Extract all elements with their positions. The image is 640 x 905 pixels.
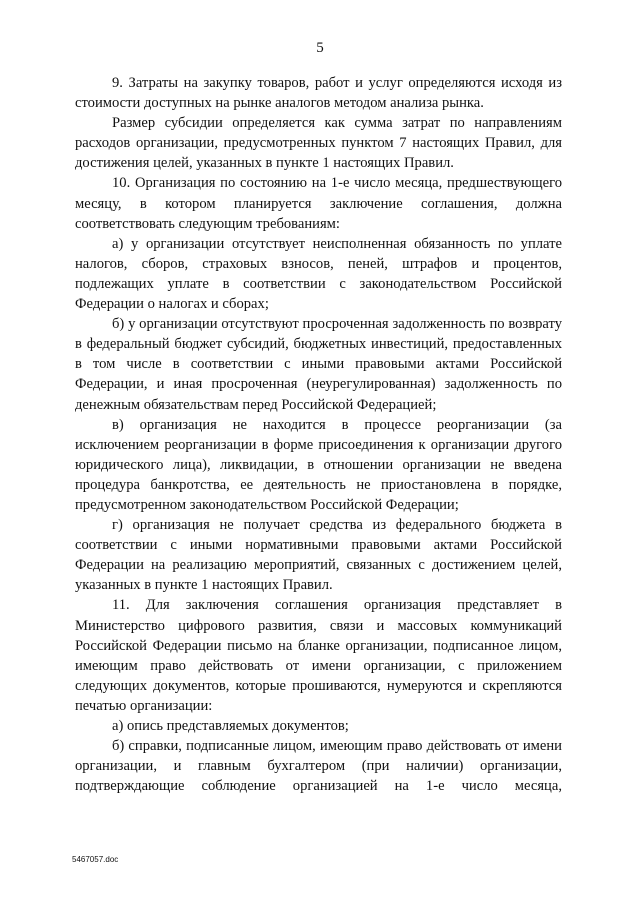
- paragraph-10: 10. Организация по состоянию на 1-е число месяца, предшествующего месяцу, в котором планируется заключение соглашения, должна соответствовать следующим требованиям:: [75, 175, 562, 232]
- paragraph-10b: б) у организации отсутствуют просроченная задолженность по возврату в федеральный бюджет субсидий, бюджетных инвестиций, предоставленных в том числе в соответствии с иными правовыми актами Российской Федерации, и иная просроченная (неурегулированная) задолженность по денежным обязательствам перед Российской Федерацией;: [75, 316, 562, 413]
- paragraph-subsidy-size: Размер субсидии определяется как сумма затрат по направлениям расходов организации, предусмотренных пунктом 7 настоящих Правил, для достижения целей, указанных в пункте 1 настоящих Правил.: [75, 115, 562, 172]
- paragraph-11a: а) опись представляемых документов;: [112, 718, 349, 734]
- paragraph-11b: б) справки, подписанные лицом, имеющим право действовать от имени организации, и главным бухгалтером (при наличии) организации, подтверждающие соблюдение организацией на 1-е число месяца,: [75, 738, 562, 795]
- paragraph-11: 11. Для заключения соглашения организация представляет в Министерство цифрового развития, связи и массовых коммуникаций Российской Федерации письмо на бланке организации, подписанное лицом, имеющим право действовать от имени организации, с приложением следующих документов, которые прошиваются, нумеруются и скрепляются печатью организации:: [75, 597, 562, 714]
- page-number: 5: [316, 40, 324, 56]
- document-body: [75, 73, 562, 796]
- paragraph-10v: в) организация не находится в процессе реорганизации (за исключением реорганизации в форме присоединения к организации другого юридического лица), ликвидации, в отношении организации не введена процедура банкротства, ее деятельность не приостановлена в порядке, предусмотренном законодательством Российской Федерации;: [75, 416, 562, 513]
- paragraph-10g: г) организация не получает средства из федерального бюджета в соответствии с иными нормативными правовыми актами Российской Федерации на реализацию мероприятий, связанных с достижением целей, указанных в пункте 1 настоящих Правил.: [75, 517, 562, 594]
- paragraph-9: 9. Затраты на закупку товаров, работ и услуг определяются исходя из стоимости доступных на рынке аналогов методом анализа рынка.: [75, 75, 562, 112]
- paragraph-10a: а) у организации отсутствует неисполненная обязанность по уплате налогов, сборов, страховых взносов, пеней, штрафов и процентов, подлежащих уплате в соответствии с законодательством Российской Федерации о налогах и сборах;: [75, 235, 562, 313]
- document-footer: 5467057.doc: [72, 855, 119, 864]
